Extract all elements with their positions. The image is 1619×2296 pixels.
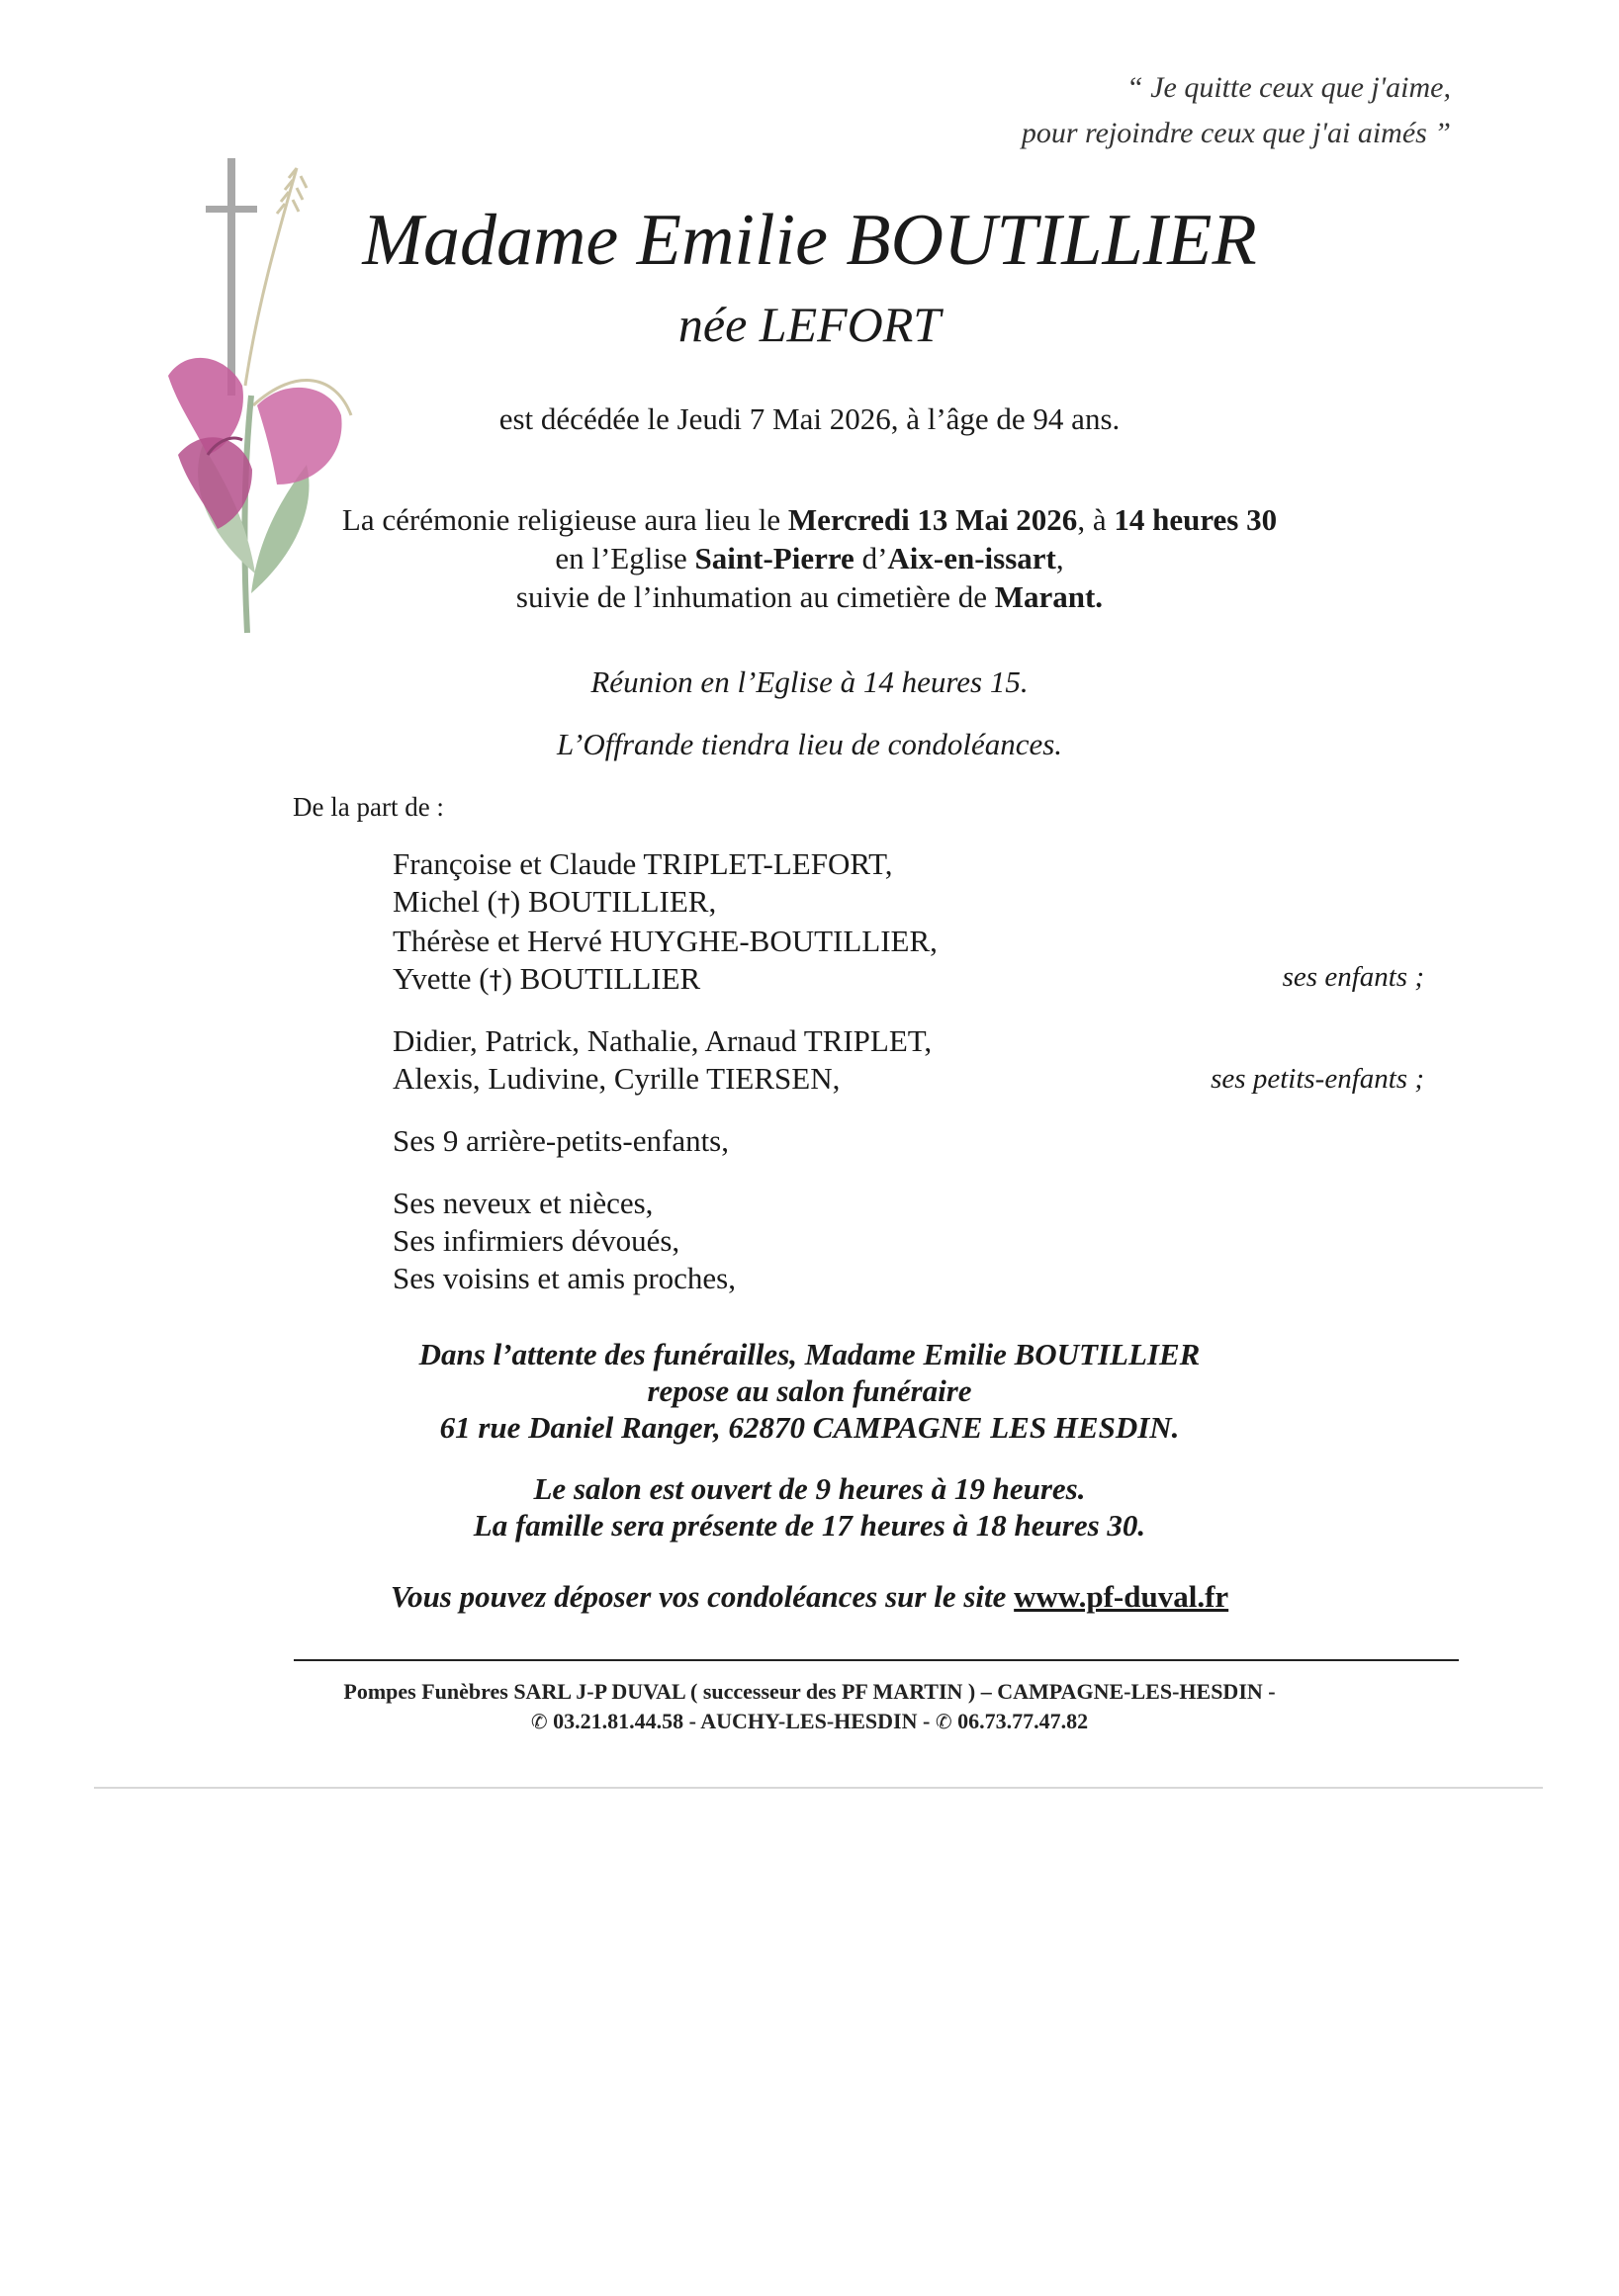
footer-divider: [294, 1659, 1459, 1661]
phone-icon: ✆: [530, 1710, 548, 1733]
epigraph-line-2: pour rejoindre ceux que j'ai aimés ”: [1021, 117, 1451, 149]
footer: [0, 1677, 1619, 1736]
ceremony-details: [0, 500, 1619, 616]
dagger-icon: †: [489, 966, 502, 996]
visiting-hours-line-2: La famille sera présente de 17 heures à 18 heures 30.: [473, 1508, 1146, 1543]
ceremony-line-3: suivie de l’inhumation au cimetière de Marant.: [515, 579, 1104, 614]
other-relative-2: Ses infirmiers dévoués,: [393, 1223, 680, 1258]
grandchildren-role: ses petits-enfants ;: [1211, 1063, 1424, 1095]
funeral-home-address: 61 rue Daniel Ranger, 62870 CAMPAGNE LES HESDIN.: [439, 1410, 1180, 1445]
visiting-hours: [0, 1470, 1619, 1544]
funeral-home-info: [0, 1336, 1619, 1446]
epigraph: [1022, 65, 1451, 156]
other-relative-3: Ses voisins et amis proches,: [393, 1261, 736, 1295]
ceremony-line-2: en l’Eglise Saint-Pierre d’Aix-en-issart,: [555, 541, 1064, 575]
footer-phone-line: ✆ 03.21.81.44.58 - AUCHY-LES-HESDIN - ✆ 06.73.77.47.82: [530, 1709, 1089, 1733]
website-link[interactable]: www.pf-duval.fr: [1014, 1579, 1229, 1614]
children-role: ses enfants ;: [1282, 961, 1424, 993]
footer-company-line: Pompes Funèbres SARL J-P DUVAL ( successeur des PF MARTIN ) – CAMPAGNE-LES-HESDIN -: [343, 1679, 1276, 1704]
other-relatives-list: [393, 1185, 736, 1297]
phone-icon: ✆: [935, 1710, 952, 1733]
other-relative-1: Ses neveux et nièces,: [393, 1186, 654, 1220]
great-grandchildren: Ses 9 arrière-petits-enfants,: [393, 1123, 730, 1158]
epigraph-line-1: “ Je quitte ceux que j'aime,: [1126, 71, 1451, 104]
ceremony-line-1: La cérémonie religieuse aura lieu le Mercredi 13 Mai 2026, à 14 heures 30: [341, 502, 1278, 537]
reunion-note: Réunion en l’Eglise à 14 heures 15.: [590, 664, 1029, 699]
grandchildren-line-1: Didier, Patrick, Nathalie, Arnaud TRIPLET,: [393, 1023, 933, 1058]
child-4: Yvette (†) BOUTILLIER: [393, 961, 701, 996]
funeral-home-line-1: Dans l’attente des funérailles, Madame Emilie BOUTILLIER: [418, 1337, 1201, 1371]
maiden-name: née LEFORT: [677, 297, 942, 352]
child-3: Thérèse et Hervé HUYGHE-BOUTILLIER,: [393, 924, 938, 958]
deceased-name: Madame Emilie BOUTILLIER: [362, 200, 1257, 281]
condolences-line: [0, 1578, 1619, 1615]
offrande-note: L’Offrande tiendra lieu de condoléances.: [556, 727, 1063, 761]
page-bottom-divider: [94, 1787, 1543, 1789]
dagger-icon: †: [496, 889, 510, 919]
grandchildren-list: [393, 1022, 932, 1098]
children-list: [393, 845, 938, 1000]
de-la-part-label: De la part de :: [293, 792, 444, 822]
grandchildren-line-2: Alexis, Ludivine, Cyrille TIERSEN,: [393, 1061, 841, 1096]
visiting-hours-line-1: Le salon est ouvert de 9 heures à 19 heures.: [533, 1471, 1086, 1506]
death-announcement: est décédée le Jeudi 7 Mai 2026, à l’âge de 94 ans.: [498, 401, 1121, 436]
child-2: Michel (†) BOUTILLIER,: [393, 884, 717, 919]
condolences-text: Vous pouvez déposer vos condoléances sur le site: [390, 1579, 1015, 1614]
child-1: Françoise et Claude TRIPLET-LEFORT,: [393, 846, 893, 881]
funeral-home-line-2: repose au salon funéraire: [647, 1373, 972, 1408]
